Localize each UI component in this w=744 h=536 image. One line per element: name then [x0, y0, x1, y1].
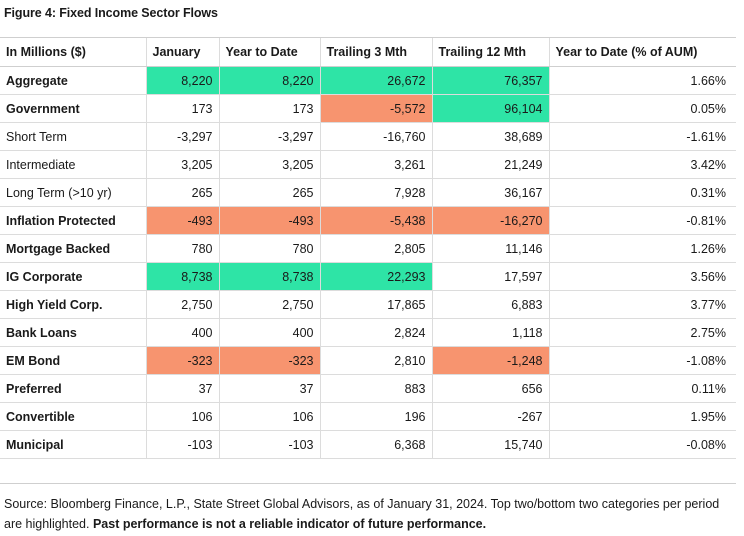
table-cell: 38,689 — [432, 123, 549, 151]
table-cell: 3,261 — [320, 151, 432, 179]
table-cell: 8,220 — [219, 67, 320, 95]
table-cell: 3.56% — [549, 263, 736, 291]
table-cell: -0.08% — [549, 431, 736, 459]
table-cell: 1.95% — [549, 403, 736, 431]
sector-flows-table — [0, 37, 736, 459]
table-cell: 2,750 — [219, 291, 320, 319]
row-label: Short Term — [0, 123, 146, 151]
table-cell: 2,750 — [146, 291, 219, 319]
table-row — [0, 291, 736, 319]
column-header: Trailing 3 Mth — [320, 38, 432, 67]
table-cell: 0.05% — [549, 95, 736, 123]
row-label: Long Term (>10 yr) — [0, 179, 146, 207]
table-cell: 6,883 — [432, 291, 549, 319]
table-cell: 8,738 — [146, 263, 219, 291]
figure-title: Figure 4: Fixed Income Sector Flows — [4, 6, 218, 20]
row-label: Government — [0, 95, 146, 123]
table-cell: 15,740 — [432, 431, 549, 459]
column-header: January — [146, 38, 219, 67]
table-cell: -323 — [146, 347, 219, 375]
table-cell: 8,220 — [146, 67, 219, 95]
footer-divider — [0, 483, 736, 484]
table-cell: 2,824 — [320, 319, 432, 347]
table-cell: -323 — [219, 347, 320, 375]
table-cell: 21,249 — [432, 151, 549, 179]
disclaimer-text: Past performance is not a reliable indicator of future performance. — [92, 517, 487, 531]
table-cell: 2,805 — [320, 235, 432, 263]
table-cell: 17,597 — [432, 263, 549, 291]
table-row — [0, 95, 736, 123]
table-cell: 76,357 — [432, 67, 549, 95]
row-label: EM Bond — [0, 347, 146, 375]
table-cell: -493 — [146, 207, 219, 235]
row-label: High Yield Corp. — [0, 291, 146, 319]
table-cell: -103 — [146, 431, 219, 459]
table-cell: 173 — [219, 95, 320, 123]
table-cell: -3,297 — [219, 123, 320, 151]
table-cell: 7,928 — [320, 179, 432, 207]
table-cell: 2,810 — [320, 347, 432, 375]
table-row — [0, 151, 736, 179]
table-row — [0, 263, 736, 291]
table-cell: 780 — [219, 235, 320, 263]
row-label: Municipal — [0, 431, 146, 459]
column-header: Year to Date — [219, 38, 320, 67]
table-cell: 37 — [219, 375, 320, 403]
table-cell: 1.26% — [549, 235, 736, 263]
table-cell: 400 — [219, 319, 320, 347]
table-cell: 2.75% — [549, 319, 736, 347]
table-cell: -3,297 — [146, 123, 219, 151]
row-label: Convertible — [0, 403, 146, 431]
table-row — [0, 403, 736, 431]
table-row — [0, 123, 736, 151]
table-cell: 106 — [219, 403, 320, 431]
row-label: Preferred — [0, 375, 146, 403]
table-cell: 0.31% — [549, 179, 736, 207]
table-cell: -1,248 — [432, 347, 549, 375]
source-text: Source: Bloomberg Finance, L.P., State Street Global Advisors, as of January 31, 2024. Top two/bottom two categories per period are highlighted. — [4, 497, 720, 531]
table-cell: -103 — [219, 431, 320, 459]
row-label: Aggregate — [0, 67, 146, 95]
table-cell: -5,572 — [320, 95, 432, 123]
source-note — [4, 494, 734, 534]
table-row — [0, 347, 736, 375]
table-row — [0, 207, 736, 235]
row-label: IG Corporate — [0, 263, 146, 291]
table-cell: 265 — [219, 179, 320, 207]
table-cell: 22,293 — [320, 263, 432, 291]
table-cell: 656 — [432, 375, 549, 403]
table-cell: 3,205 — [146, 151, 219, 179]
table-cell: 400 — [146, 319, 219, 347]
column-header: In Millions ($) — [0, 38, 146, 67]
table-row — [0, 319, 736, 347]
table-cell: 17,865 — [320, 291, 432, 319]
table-cell: -0.81% — [549, 207, 736, 235]
table-cell: 36,167 — [432, 179, 549, 207]
table-cell: 6,368 — [320, 431, 432, 459]
table-cell: 883 — [320, 375, 432, 403]
table-row — [0, 179, 736, 207]
table-row — [0, 431, 736, 459]
table-cell: 3,205 — [219, 151, 320, 179]
table-cell: -1.08% — [549, 347, 736, 375]
table-cell: 196 — [320, 403, 432, 431]
table-cell: -16,270 — [432, 207, 549, 235]
column-header: Year to Date (% of AUM) — [549, 38, 736, 67]
table-cell: -1.61% — [549, 123, 736, 151]
table-cell: 37 — [146, 375, 219, 403]
row-label: Bank Loans — [0, 319, 146, 347]
table-cell: 3.42% — [549, 151, 736, 179]
table-cell: -16,760 — [320, 123, 432, 151]
table-cell: 8,738 — [219, 263, 320, 291]
table-cell: -267 — [432, 403, 549, 431]
table-cell: 3.77% — [549, 291, 736, 319]
table-row — [0, 67, 736, 95]
table-cell: 106 — [146, 403, 219, 431]
row-label: Mortgage Backed — [0, 235, 146, 263]
table-cell: -493 — [219, 207, 320, 235]
table-cell: 265 — [146, 179, 219, 207]
table-row — [0, 375, 736, 403]
table-header-row — [0, 38, 736, 67]
table-row — [0, 235, 736, 263]
row-label: Inflation Protected — [0, 207, 146, 235]
table-cell: 173 — [146, 95, 219, 123]
column-header: Trailing 12 Mth — [432, 38, 549, 67]
row-label: Intermediate — [0, 151, 146, 179]
table-cell: 780 — [146, 235, 219, 263]
table-cell: 1,118 — [432, 319, 549, 347]
table-cell: 26,672 — [320, 67, 432, 95]
table-cell: 1.66% — [549, 67, 736, 95]
table-cell: 0.11% — [549, 375, 736, 403]
table-cell: 96,104 — [432, 95, 549, 123]
table-cell: -5,438 — [320, 207, 432, 235]
table-cell: 11,146 — [432, 235, 549, 263]
